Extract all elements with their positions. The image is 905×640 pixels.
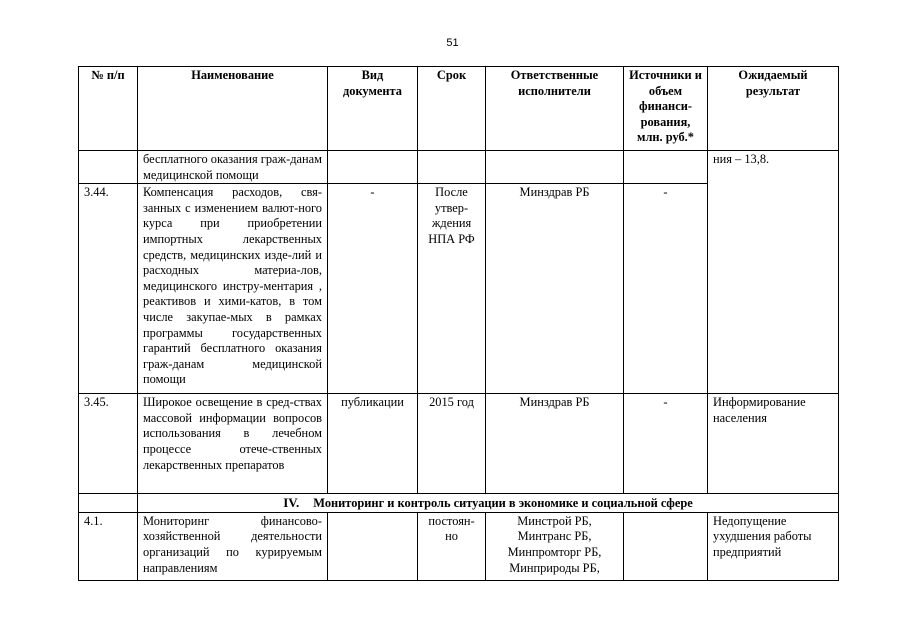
header-term: Срок <box>418 67 486 151</box>
cell-name: бесплатного оказания граж-данам медицинской помощи <box>138 151 328 184</box>
cell-executors <box>486 151 624 184</box>
cell-result: Недопущение ухудшения работы предприятий <box>708 512 839 580</box>
table-row <box>79 151 839 184</box>
section-number: IV. <box>283 495 300 511</box>
header-result: Ожидаемый результат <box>708 67 839 151</box>
cell-doc-type <box>328 151 418 184</box>
cell-result: ния – 13,8. <box>708 151 839 394</box>
cell-term: постоян-но <box>418 512 486 580</box>
cell-doc-type: - <box>328 184 418 394</box>
cell-sources: - <box>624 184 708 394</box>
cell-term: 2015 год <box>418 394 486 494</box>
header-doc-type: Вид документа <box>328 67 418 151</box>
page-number: 51 <box>446 37 459 49</box>
cell-result: Информирование населения <box>708 394 839 494</box>
header-executors: Ответственные исполнители <box>486 67 624 151</box>
cell-sources <box>624 151 708 184</box>
header-name: Наименование <box>138 67 328 151</box>
cell-executors: Минздрав РБ <box>486 184 624 394</box>
cell-num <box>79 151 138 184</box>
cell-term: После утвер-ждения НПА РФ <box>418 184 486 394</box>
cell-num: 4.1. <box>79 512 138 580</box>
section-title <box>138 494 839 513</box>
cell-num <box>79 494 138 513</box>
header-num: № п/п <box>79 67 138 151</box>
cell-sources: - <box>624 394 708 494</box>
header-sources: Источники и объем финанси-рования, млн. руб.* <box>624 67 708 151</box>
cell-term <box>418 151 486 184</box>
cell-doc-type: публикации <box>328 394 418 494</box>
cell-sources <box>624 512 708 580</box>
cell-name: Компенсация расходов, свя-занных с изменением валют-ного курса при приобретении импортных лекарственных средств, медицинских изде-лий и расходных материа-лов, медицинского инстру-ментария , реактивов и хими-катов, в том числе закупае-мых в рамках программы государственных гарантий бесплатного оказания граж-данам медицинской помощи <box>138 184 328 394</box>
table-row <box>79 512 839 580</box>
cell-num: 3.45. <box>79 394 138 494</box>
cell-executors: Минздрав РБ <box>486 394 624 494</box>
measures-table <box>78 66 839 581</box>
cell-executors: Минстрой РБ, Минтранс РБ, Минпромторг РБ, Минприроды РБ, <box>486 512 624 580</box>
cell-name: Широкое освещение в сред-ствах массовой информации вопросов использования в лечебном процессе отече-ственных лекарственных препаратов <box>138 394 328 494</box>
cell-num: 3.44. <box>79 184 138 394</box>
table-header-row <box>79 67 839 151</box>
table-row <box>79 394 839 494</box>
cell-name: Мониторинг финансово-хозяйственной деятельности организаций по курируемым направлениям <box>138 512 328 580</box>
cell-doc-type <box>328 512 418 580</box>
section-title-text: Мониторинг и контроль ситуации в экономике и социальной сфере <box>313 496 693 511</box>
section-row <box>79 494 839 513</box>
